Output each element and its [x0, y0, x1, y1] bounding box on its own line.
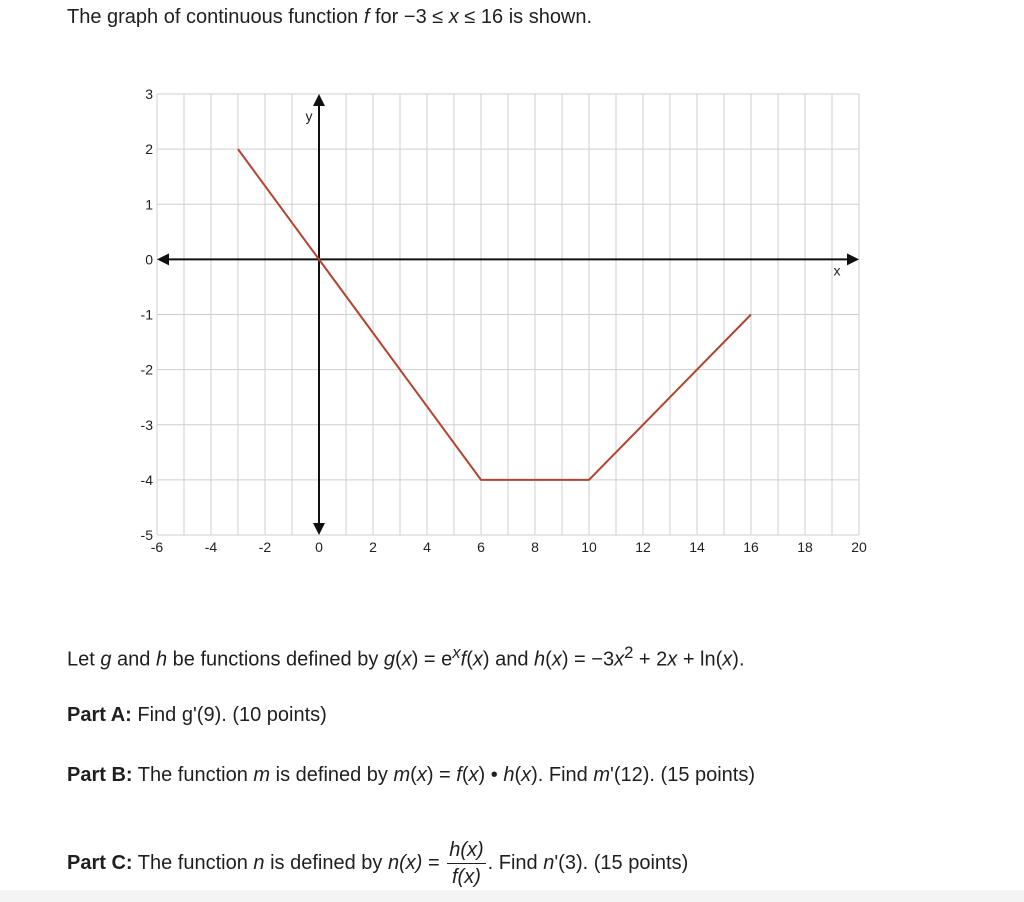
y-tick-label: 0: [145, 251, 153, 268]
bottom-strip: [0, 890, 1024, 902]
x-axis-arrow-left: [157, 253, 169, 265]
intro-text: The graph of continuous function f for −3 ≤ x ≤ 16 is shown.: [67, 6, 593, 28]
x-axis-arrow-right: [847, 253, 859, 265]
x-tick-label: 16: [743, 539, 759, 555]
y-tick-label: 3: [145, 86, 153, 102]
part-a: Part A: Find g'(9). (10 points): [67, 704, 327, 726]
y-tick-label: -4: [140, 471, 153, 488]
part-c: Part C: The function n is defined by n(x) = $\frac{h(x)}{f(x)}$ . Find n'(3). (15 points): [67, 839, 689, 888]
part-b: Part B: The function m is defined by m(x) = f(x) • h(x). Find m'(12). (15 points): [67, 764, 756, 786]
y-tick-label: 1: [145, 196, 153, 213]
tick-labels: [141, 86, 867, 555]
fraction: $\frac{h(x)}{f(x)}$: [449, 839, 484, 888]
y-tick-label: -2: [140, 361, 153, 378]
x-tick-label: 14: [689, 539, 705, 555]
y-axis-arrow-down: [313, 523, 325, 535]
y-tick-label: 2: [145, 141, 153, 158]
y-tick-label: -1: [140, 306, 153, 323]
x-tick-label: 12: [635, 539, 651, 555]
x-tick-label: 18: [797, 539, 813, 555]
y-tick-label: -3: [140, 416, 153, 433]
x-tick-label: -2: [258, 539, 272, 555]
question-intro: Let g and h be functions defined by $g(x) = e^xf(x)$ and $h(x) = -3x^2 + 2x + \ln(x)$.: [67, 643, 745, 671]
x-tick-label: 0: [315, 539, 323, 555]
x-tick-label: -6: [150, 539, 164, 555]
part-c-label: Part C:: [67, 852, 133, 874]
part-b-label: Part B:: [67, 764, 133, 786]
x-tick-label: 2: [369, 539, 377, 555]
part-a-label: Part A:: [67, 704, 132, 726]
x-tick-label: 10: [581, 539, 597, 555]
x-tick-label: 6: [477, 539, 485, 555]
x-tick-label: -4: [204, 539, 218, 555]
y-axis-label: y: [305, 108, 313, 124]
y-axis-arrow-up: [313, 94, 325, 106]
x-axis-label: x: [833, 262, 841, 279]
x-tick-label: 8: [531, 539, 539, 555]
x-tick-label: 4: [423, 539, 431, 555]
x-tick-label: 20: [851, 539, 867, 555]
grid-lines: [157, 94, 859, 535]
y-tick-label: -5: [140, 527, 153, 543]
